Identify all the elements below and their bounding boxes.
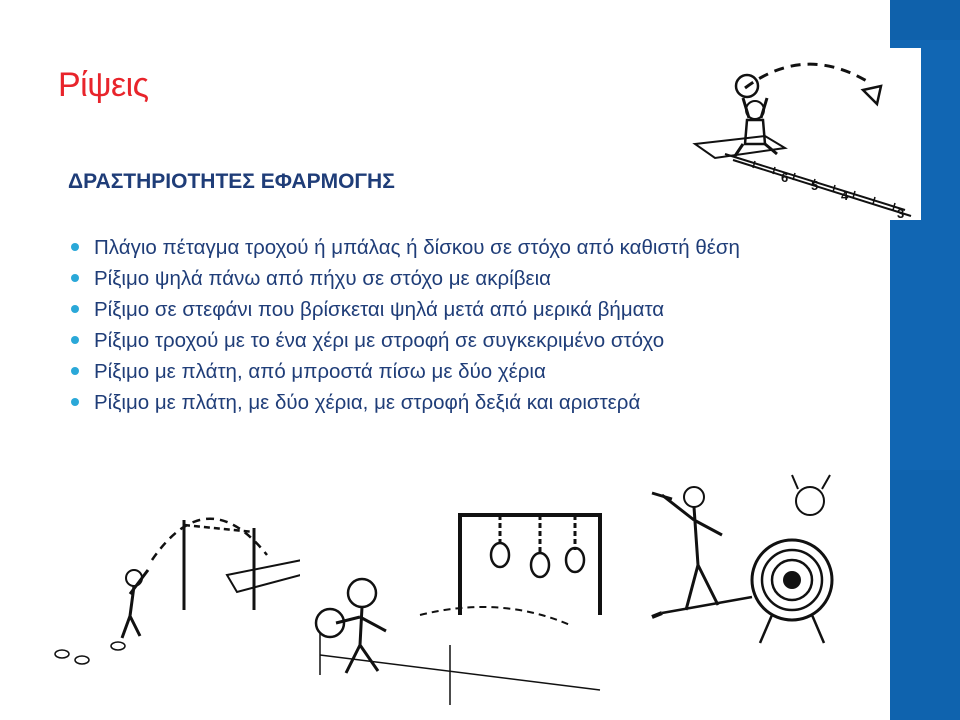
bullet-item: Ρίξιμο με πλάτη, από μπροστά πίσω με δύο χέρια: [68, 358, 848, 385]
strip-mark: 3: [897, 206, 905, 220]
bullet-item: Ρίξιμο σε στεφάνι που βρίσκεται ψηλά μετά από μερικά βήματα: [68, 296, 848, 323]
throw-over-bar-illustration: [22, 500, 312, 670]
target-throw-illustration: [632, 465, 854, 645]
strip-mark: 6: [781, 170, 789, 185]
slide-subtitle: ΔΡΑΣΤΗΡΙΟΤΗΤΕΣ ΕΦΑΡΜΟΓΗΣ: [68, 170, 395, 193]
hoop-throw-illustration: [300, 505, 615, 710]
strip-mark: 5: [811, 178, 819, 193]
bullet-item: Ρίξιμο τροχού με το ένα χέρι με στροφή σε συγκεκριμένο στόχο: [68, 327, 848, 354]
bullet-list: [68, 234, 848, 420]
bullet-item: Πλάγιο πέταγμα τροχού ή μπάλας ή δίσκου σε στόχο από καθιστή θέση: [68, 234, 848, 261]
strip-mark: 4: [841, 188, 849, 203]
sitting-throw-illustration: [685, 48, 921, 220]
slide-title: Ρίψεις: [58, 66, 149, 104]
bullet-item: Ρίξιμο με πλάτη, με δύο χέρια, με στροφή δεξιά και αριστερά: [68, 389, 848, 416]
bullet-item: Ρίξιμο ψηλά πάνω από πήχυ σε στόχο με ακρίβεια: [68, 265, 848, 292]
